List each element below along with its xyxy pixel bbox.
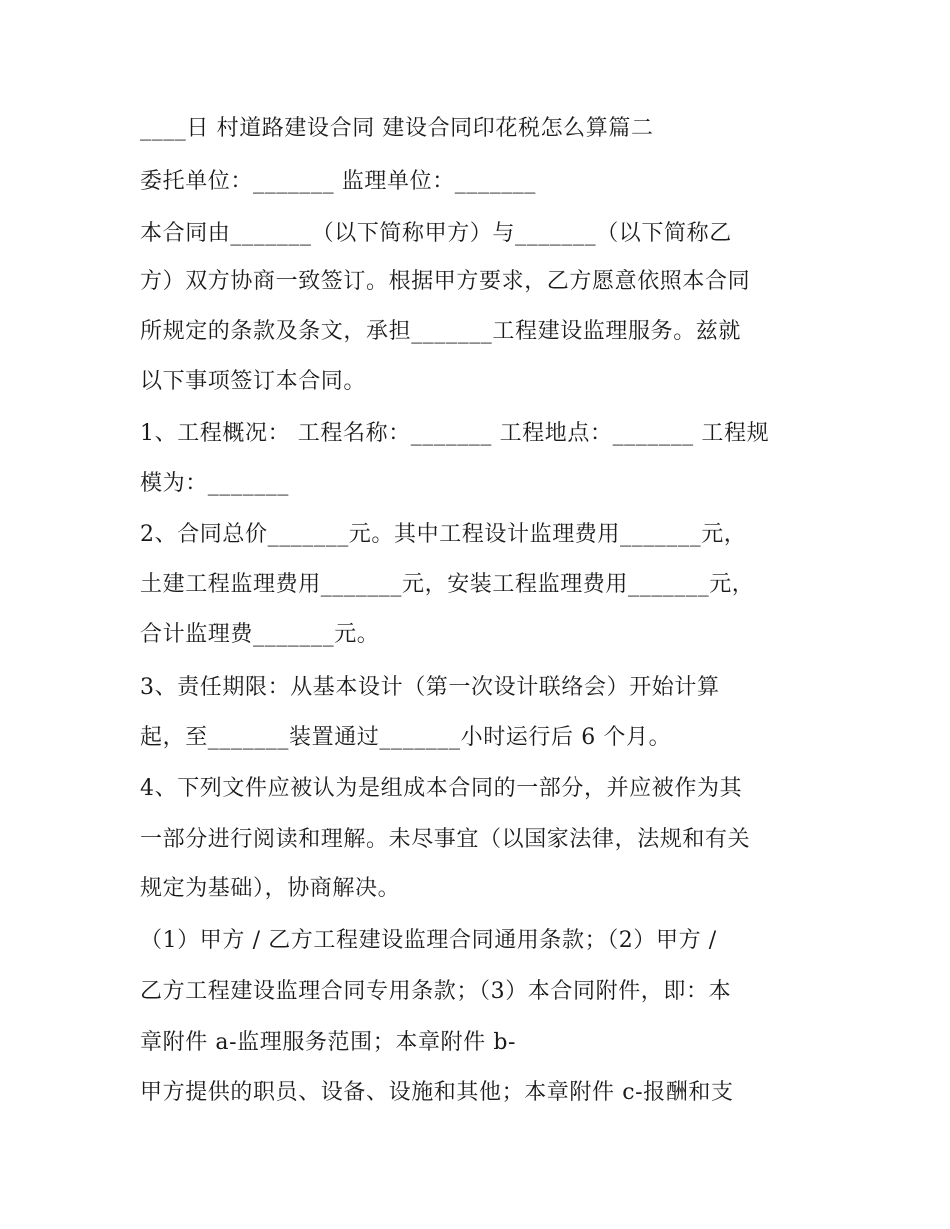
text-line: 2、合同总价_______元。其中工程设计监理费用_______元， xyxy=(140,522,747,547)
text-line: 4、下列文件应被认为是组成本合同的一部分，并应被作为其 xyxy=(140,776,743,801)
text-line: 模为：_______ xyxy=(140,471,290,496)
text-line: （1）甲方 / 乙方工程建设监理合同通用条款；（2）甲方 / xyxy=(140,928,717,953)
text-line: 规定为基础），协商解决。 xyxy=(140,876,401,901)
heading-line: ____日 村道路建设合同 建设合同印花税怎么算篇二 xyxy=(140,116,654,141)
text-line: 一部分进行阅读和理解。未尽事宜（以国家法律，法规和有关 xyxy=(140,827,751,852)
text-line: 合计监理费_______元。 xyxy=(140,622,380,647)
text-line: 甲方提供的职员、设备、设施和其他；本章附件 c-报酬和支 xyxy=(140,1080,734,1105)
text-line: 乙方工程建设监理合同专用条款；（3）本合同附件，即：本 xyxy=(140,979,732,1004)
text-line: 1、工程概况： 工程名称：_______ 工程地点：_______ 工程规 xyxy=(140,421,770,446)
text-line: 本合同由_______（以下简称甲方）与_______（以下简称乙 xyxy=(140,221,732,246)
text-line: 3、责任期限：从基本设计（第一次设计联络会）开始计算 xyxy=(140,675,720,700)
text-line: 方）双方协商一致签订。根据甲方要求，乙方愿意依照本合同 xyxy=(140,269,751,294)
text-line: 所规定的条款及条文，承担_______工程建设监理服务。兹就 xyxy=(140,319,742,344)
text-line: 以下事项签订本合同。 xyxy=(140,369,367,394)
text-line: 土建工程监理费用_______元，安装工程监理费用_______元， xyxy=(140,572,755,597)
text-line: 章附件 a-监理服务范围；本章附件 b- xyxy=(140,1030,517,1055)
text-line: 起，至_______装置通过_______小时运行后 6 个月。 xyxy=(140,725,672,750)
text-line: 委托单位：_______ 监理单位：_______ xyxy=(140,169,536,194)
